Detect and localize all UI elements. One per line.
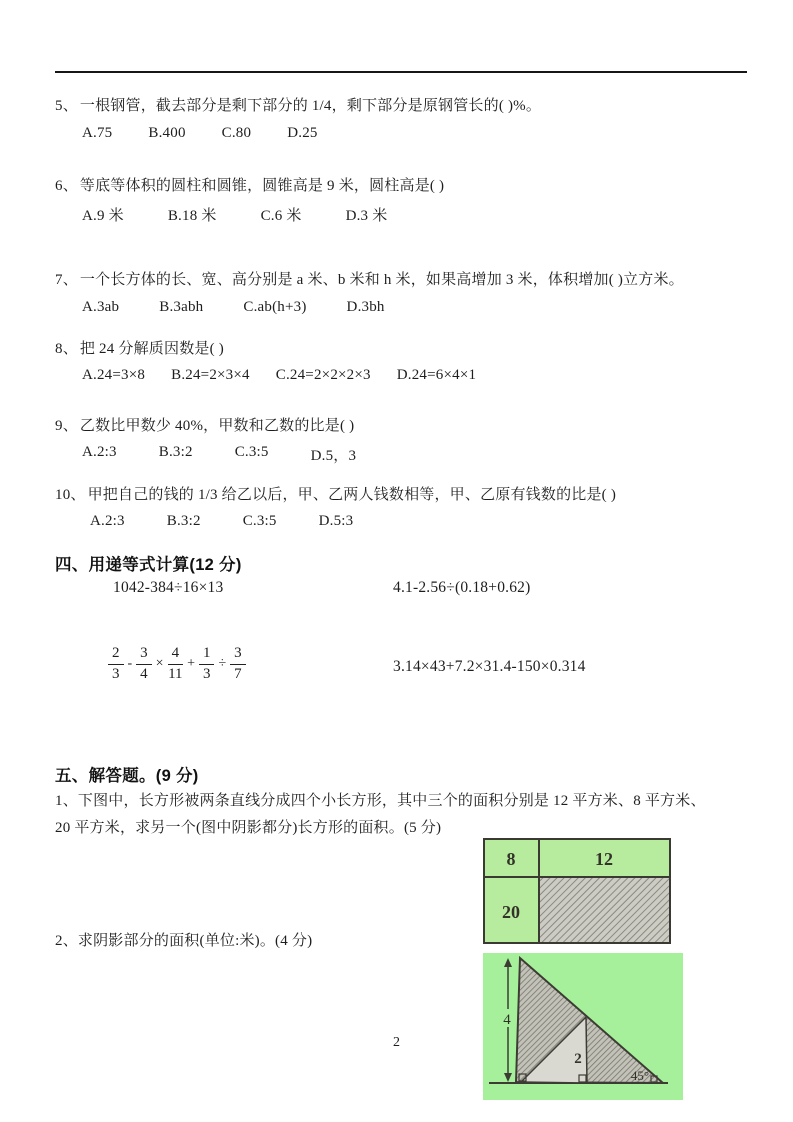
calc-expression-2: 4.1-2.56÷(0.18+0.62) — [393, 579, 531, 596]
calc-expression-3-fraction — [108, 645, 246, 683]
option-8-c: C.24=2×2×2×3 — [275, 367, 371, 383]
problem-1-line2: 20 平方米，求另一个(图中阴影都分)长方形的面积。(5 分) — [55, 820, 442, 836]
option-10-a: A.2:3 — [90, 513, 125, 529]
fraction-3 — [168, 645, 184, 683]
calc-expression-1: 1042-384÷16×13 — [113, 579, 224, 596]
option-9-c: C.3:5 — [234, 444, 269, 460]
fraction-1 — [108, 645, 124, 683]
operator-divide: ÷ — [218, 655, 227, 671]
option-7-c: C.ab(h+3) — [243, 299, 307, 315]
option-6-c: C.6 米 — [260, 208, 302, 224]
fraction-4-denominator: 3 — [202, 665, 211, 682]
option-5-c: C.80 — [221, 125, 252, 141]
question-10 — [55, 483, 616, 504]
option-6-d: D.3 米 — [345, 208, 388, 224]
fraction-3-denominator: 11 — [168, 665, 183, 682]
option-10-c: C.3:5 — [242, 513, 277, 529]
figure1-label-12: 12 — [595, 849, 613, 869]
option-6-a: A.9 米 — [82, 208, 124, 224]
problem-1-line1: 1、下图中，长方形被两条直线分成四个小长方形，其中三个的面积分别是 12 平方米、8 平方米、 — [55, 793, 706, 809]
figure2-label-height-4: 4 — [503, 1012, 511, 1028]
question-10-text: 甲把自己的钱的 1/3 给乙以后，甲、乙两人钱数相等，甲、乙原有钱数的比是( ) — [87, 487, 617, 503]
question-6-number: 6、 — [55, 178, 78, 194]
fraction-5-denominator: 7 — [234, 665, 242, 682]
operator-multiply: × — [155, 655, 164, 671]
option-5-b: B.400 — [148, 125, 186, 141]
option-10-d: D.5:3 — [318, 513, 354, 529]
question-8-text: 把 24 分解质因数是( ) — [79, 341, 224, 357]
option-10-b: B.3:2 — [166, 513, 201, 529]
fraction-1-numerator: 2 — [108, 645, 124, 665]
option-5-a: A.75 — [82, 125, 113, 141]
question-6-options — [82, 204, 387, 225]
question-5 — [55, 94, 541, 115]
question-9-number: 9、 — [55, 418, 78, 434]
figure-rectangle-areas — [483, 838, 671, 944]
page-number: 2 — [393, 1035, 400, 1050]
operator-plus: + — [187, 655, 195, 671]
figure2-label-45-degrees: 45° — [630, 1068, 650, 1083]
option-7-a: A.3ab — [82, 299, 120, 315]
problem-2-text: 2、求阴影部分的面积(单位:米)。(4 分) — [55, 933, 313, 949]
question-9 — [55, 414, 354, 435]
option-5-d: D.25 — [287, 125, 318, 141]
question-8-number: 8、 — [55, 341, 78, 357]
question-10-number: 10、 — [55, 487, 86, 503]
section-5-heading: 五、解答题。(9 分) — [55, 767, 199, 785]
question-10-options — [90, 513, 353, 530]
figure1-label-20: 20 — [502, 902, 520, 922]
fraction-4-numerator: 1 — [199, 645, 215, 665]
question-5-text: 一根钢管，截去部分是剩下部分的 1/4，剩下部分是原钢管长的( )%。 — [79, 98, 542, 114]
figure1-shaded-cell — [539, 877, 669, 942]
option-8-d: D.24=6×4×1 — [396, 367, 477, 383]
figure2-label-2: 2 — [574, 1051, 582, 1067]
question-9-text: 乙数比甲数少 40%，甲数和乙数的比是( ) — [79, 418, 355, 434]
question-8-options — [82, 367, 476, 384]
fraction-5 — [230, 645, 246, 683]
operator-minus: - — [127, 655, 133, 671]
fraction-4 — [199, 645, 215, 683]
option-6-b: B.18 米 — [167, 208, 217, 224]
question-6 — [55, 174, 444, 195]
header-rule — [55, 71, 747, 73]
option-8-a: A.24=3×8 — [82, 367, 146, 383]
figure1-label-8: 8 — [506, 849, 516, 869]
question-5-number: 5、 — [55, 98, 78, 114]
fraction-3-numerator: 4 — [168, 645, 184, 665]
option-7-b: B.3abh — [159, 299, 204, 315]
figure-shaded-triangle — [483, 953, 683, 1100]
option-8-b: B.24=2×3×4 — [171, 367, 250, 383]
question-7-options — [82, 299, 385, 316]
question-7-text: 一个长方体的长、宽、高分别是 a 米、b 米和 h 米，如果高增加 3 米，体积增加( )立方米。 — [79, 272, 684, 288]
option-9-a: A.2:3 — [82, 444, 117, 460]
question-7-number: 7、 — [55, 272, 78, 288]
option-7-d: D.3bh — [346, 299, 385, 315]
calc-expression-4: 3.14×43+7.2×31.4-150×0.314 — [393, 658, 586, 675]
fraction-2-denominator: 4 — [140, 665, 148, 682]
fraction-1-denominator: 3 — [112, 665, 120, 682]
question-8 — [55, 337, 224, 358]
fraction-2-numerator: 3 — [136, 645, 152, 665]
fraction-2 — [136, 645, 152, 683]
fraction-5-numerator: 3 — [230, 645, 246, 665]
section-4-heading: 四、用递等式计算(12 分) — [55, 556, 242, 574]
question-7 — [55, 268, 684, 289]
question-5-options — [82, 125, 318, 142]
option-9-b: B.3:2 — [158, 444, 193, 460]
option-9-d: D.5，3 — [310, 448, 357, 464]
question-6-text: 等底等体积的圆柱和圆锥，圆锥高是 9 米，圆柱高是( ) — [79, 178, 445, 194]
question-9-options — [82, 444, 356, 465]
